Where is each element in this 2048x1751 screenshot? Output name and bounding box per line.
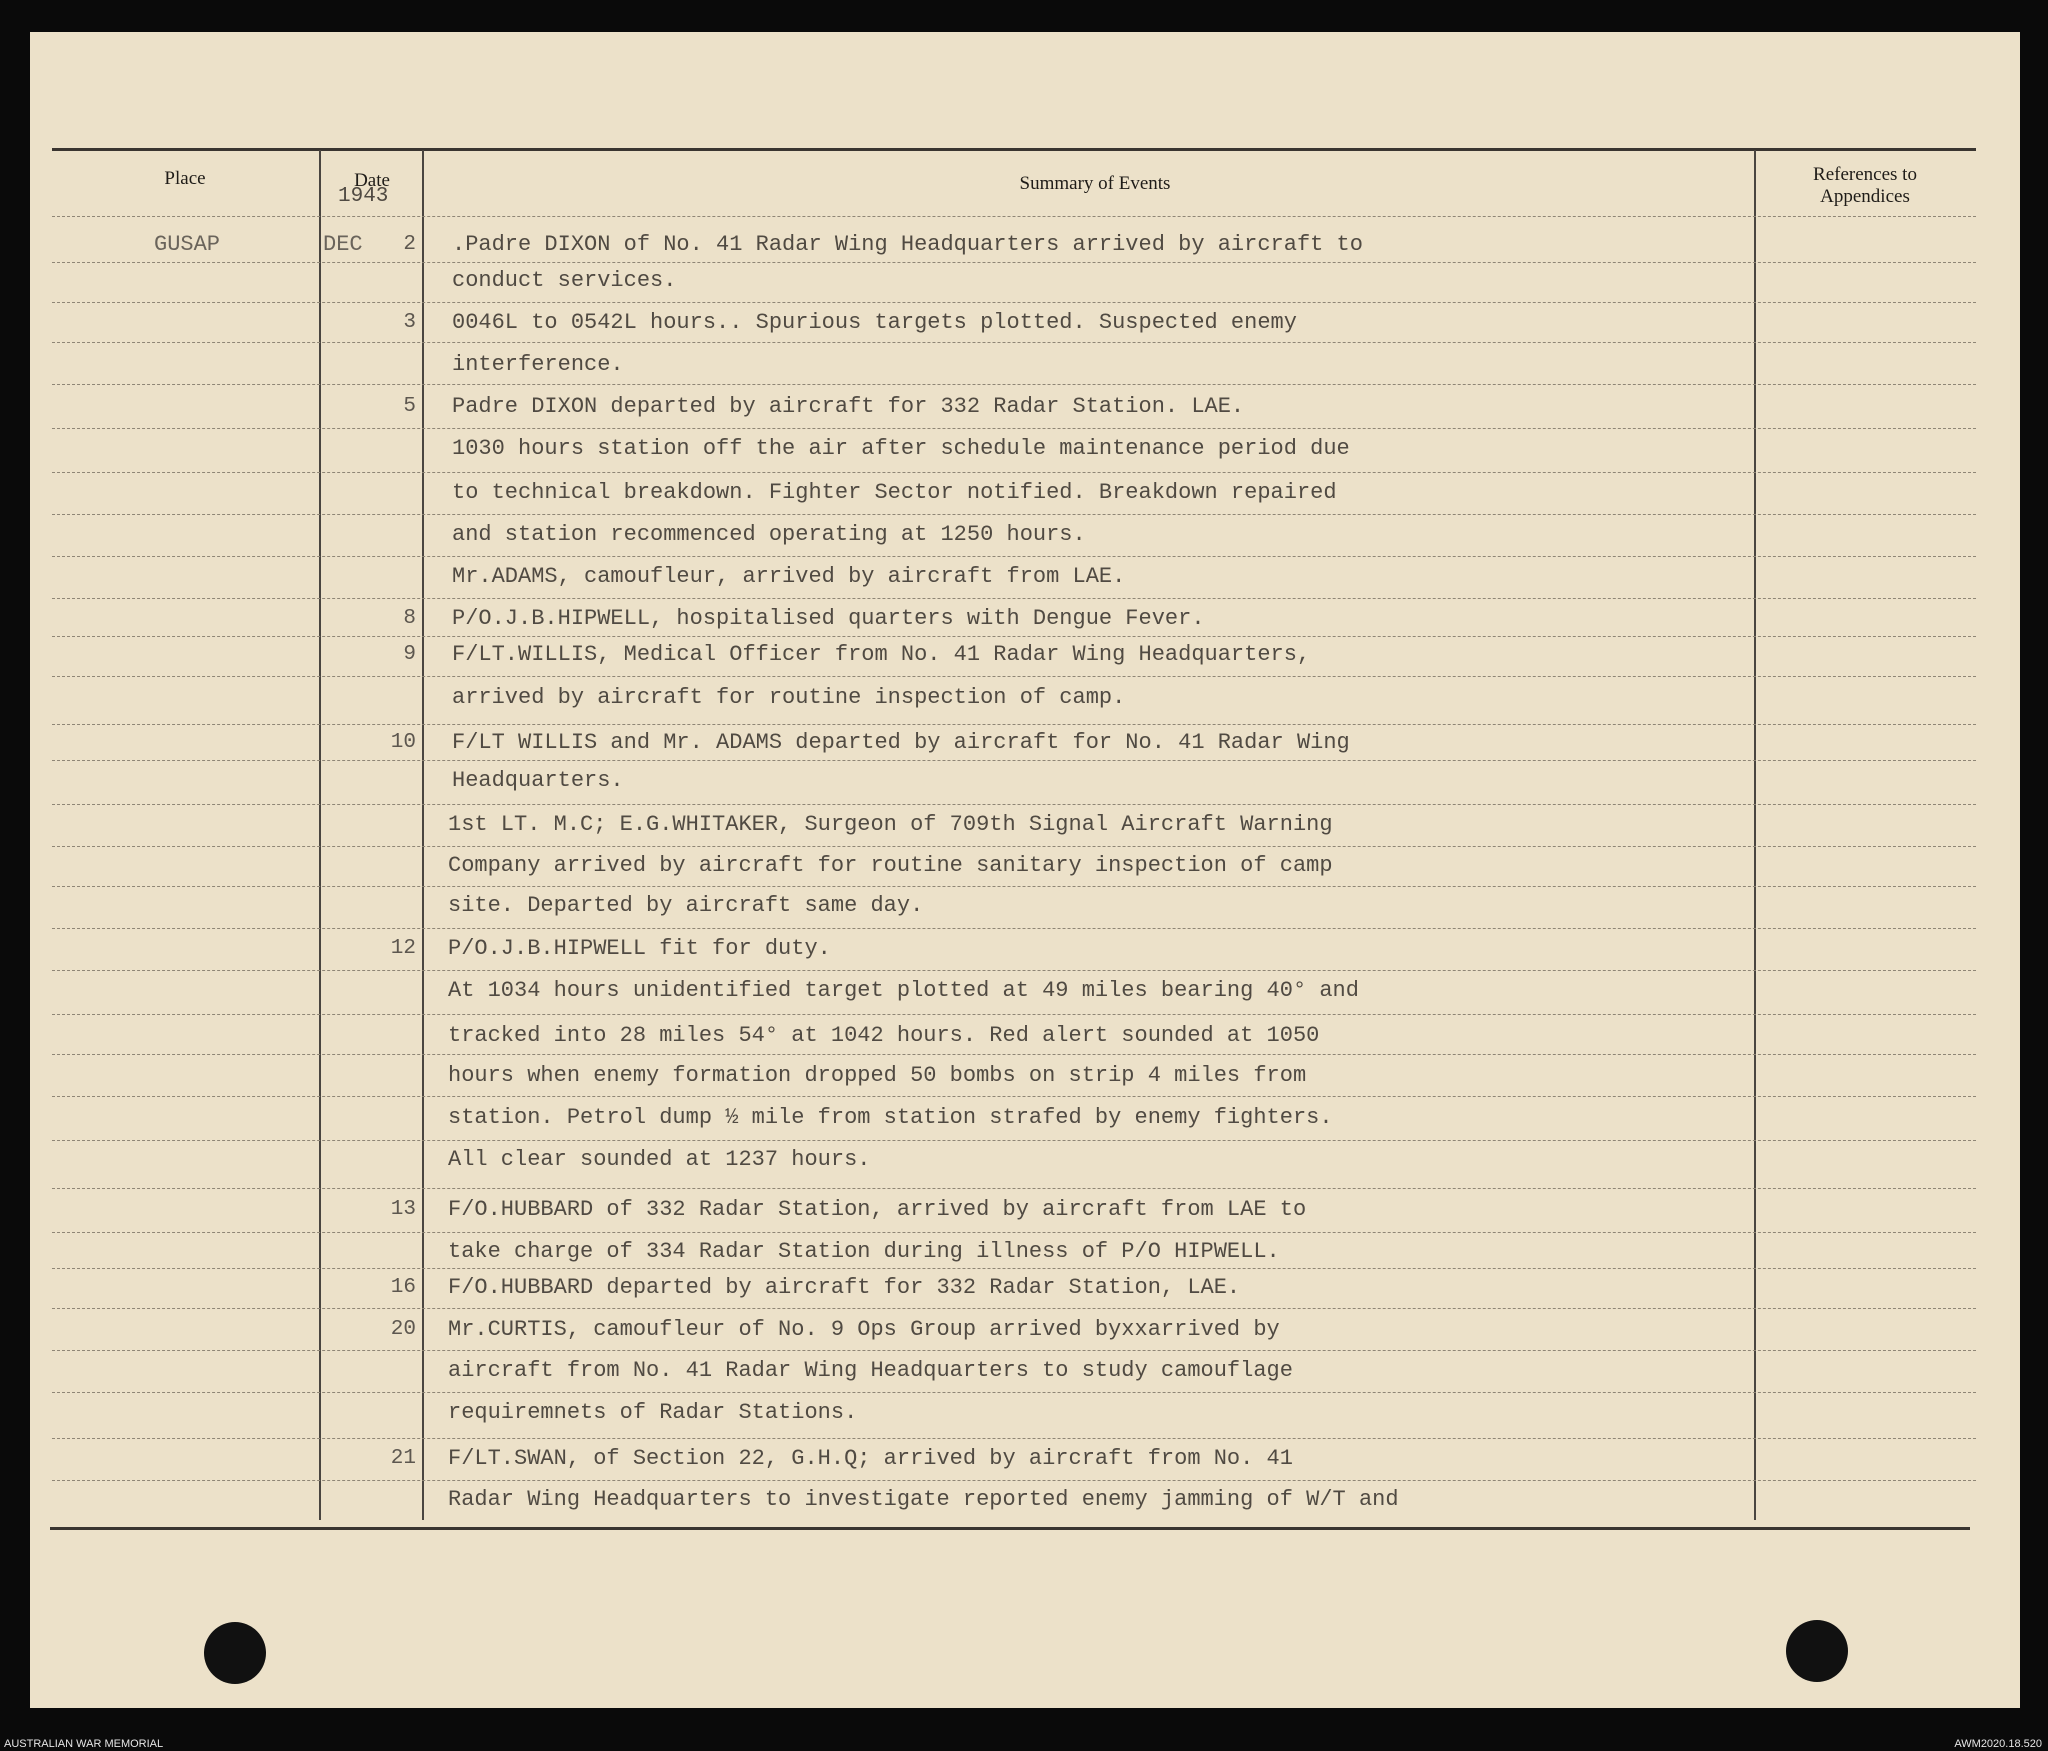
header-place: Place [164, 168, 206, 189]
date-cell: 10 [390, 731, 416, 754]
event-line: F/O.HUBBARD departed by aircraft for 332 Radar Station, LAE. [448, 1275, 1241, 1300]
event-line: conduct services. [452, 268, 677, 293]
row-rule [52, 886, 1976, 887]
row-rule [52, 1480, 1976, 1481]
row-rule [52, 970, 1976, 971]
row-rule [52, 676, 1976, 677]
row-rule [52, 1268, 1976, 1269]
date-cell: 8 [403, 607, 416, 630]
event-line: Radar Wing Headquarters to investigate reported enemy jamming of W/T and [448, 1487, 1399, 1512]
event-line: All clear sounded at 1237 hours. [448, 1147, 871, 1172]
date-cell: 16 [390, 1276, 416, 1299]
row-rule [52, 636, 1976, 637]
event-line: Mr.ADAMS, camoufleur, arrived by aircraft from LAE. [452, 564, 1126, 589]
column-divider-summary [1754, 150, 1756, 1520]
punch-hole-left [204, 1622, 266, 1684]
row-rule [52, 428, 1976, 429]
table-bottom-rule [50, 1527, 1970, 1530]
row-rule [52, 1438, 1976, 1439]
event-line: take charge of 334 Radar Station during illness of P/O HIPWELL. [448, 1239, 1280, 1264]
event-line: F/LT.SWAN, of Section 22, G.H.Q; arrived by aircraft from No. 41 [448, 1446, 1293, 1471]
event-line: P/O.J.B.HIPWELL, hospitalised quarters with Dengue Fever. [452, 606, 1205, 631]
event-line: 0046L to 0542L hours.. Spurious targets plotted. Suspected enemy [452, 310, 1297, 335]
row-rule [52, 724, 1976, 725]
event-line: Mr.CURTIS, camoufleur of No. 9 Ops Group arrived byxxarrived by [448, 1317, 1280, 1342]
event-line: F/LT WILLIS and Mr. ADAMS departed by aircraft for No. 41 Radar Wing [452, 730, 1350, 755]
header-rule [52, 216, 1976, 217]
row-rule [52, 302, 1976, 303]
header-date: Date [354, 170, 390, 191]
event-line: 1030 hours station off the air after schedule maintenance period due [452, 436, 1350, 461]
event-line: to technical breakdown. Fighter Sector notified. Breakdown repaired [452, 480, 1337, 505]
row-rule [52, 1096, 1976, 1097]
event-line: interference. [452, 352, 624, 377]
row-rule [52, 1188, 1976, 1189]
event-line: Company arrived by aircraft for routine sanitary inspection of camp [448, 853, 1333, 878]
row-rule [52, 1140, 1976, 1141]
column-divider-place [319, 150, 321, 1520]
date-cell: 9 [403, 643, 416, 666]
row-rule [52, 804, 1976, 805]
footer-right: AWM2020.18.520 [1954, 1738, 2042, 1750]
header-summary: Summary of Events [1019, 173, 1171, 194]
header-references [1760, 164, 1970, 208]
row-rule [52, 1350, 1976, 1351]
event-line: tracked into 28 miles 54° at 1042 hours. Red alert sounded at 1050 [448, 1023, 1320, 1048]
event-line: hours when enemy formation dropped 50 bombs on strip 4 miles from [448, 1063, 1307, 1088]
month-cell: DEC [323, 232, 363, 257]
row-rule [52, 760, 1976, 761]
event-line: F/LT.WILLIS, Medical Officer from No. 41 Radar Wing Headquarters, [452, 642, 1311, 667]
date-cell: 3 [403, 311, 416, 334]
event-line: site. Departed by aircraft same day. [448, 893, 924, 918]
row-rule [52, 1054, 1976, 1055]
date-cell: 13 [390, 1198, 416, 1221]
event-line: 1st LT. M.C; E.G.WHITAKER, Surgeon of 709th Signal Aircraft Warning [448, 812, 1333, 837]
footer-left: AUSTRALIAN WAR MEMORIAL [4, 1738, 164, 1750]
event-line: aircraft from No. 41 Radar Wing Headquarters to study camouflage [448, 1358, 1293, 1383]
event-line: Headquarters. [452, 768, 624, 793]
row-rule [52, 928, 1976, 929]
date-cell: 5 [403, 395, 416, 418]
event-line: F/O.HUBBARD of 332 Radar Station, arrived by aircraft from LAE to [448, 1197, 1307, 1222]
date-cell: 12 [390, 937, 416, 960]
header-year: 1943 [338, 185, 389, 208]
row-rule [52, 1392, 1976, 1393]
row-rule [52, 846, 1976, 847]
header-references-line1: References to [1813, 164, 1917, 185]
table-top-rule [52, 148, 1976, 151]
column-divider-date [422, 150, 424, 1520]
event-line: .Padre DIXON of No. 41 Radar Wing Headquarters arrived by aircraft to [452, 232, 1363, 257]
date-cell: 21 [390, 1447, 416, 1470]
row-rule [52, 472, 1976, 473]
date-cell: 2 [403, 233, 416, 256]
row-rule [52, 384, 1976, 385]
row-rule [52, 1014, 1976, 1015]
row-rule [52, 1232, 1976, 1233]
date-cell: 20 [390, 1318, 416, 1341]
header-references-line2: Appendices [1820, 186, 1910, 207]
row-rule [52, 1308, 1976, 1309]
row-rule [52, 342, 1976, 343]
event-line: arrived by aircraft for routine inspection of camp. [452, 685, 1126, 710]
event-line: At 1034 hours unidentified target plotted at 49 miles bearing 40° and [448, 978, 1359, 1003]
punch-hole-right [1786, 1620, 1848, 1682]
event-line: requiremnets of Radar Stations. [448, 1400, 858, 1425]
row-rule [52, 598, 1976, 599]
row-rule [52, 556, 1976, 557]
row-rule [52, 262, 1976, 263]
event-line: Padre DIXON departed by aircraft for 332 Radar Station. LAE. [452, 394, 1245, 419]
event-line: and station recommenced operating at 1250 hours. [452, 522, 1086, 547]
place-cell: GUSAP [154, 232, 221, 257]
row-rule [52, 514, 1976, 515]
event-line: P/O.J.B.HIPWELL fit for duty. [448, 936, 831, 961]
event-line: station. Petrol dump ½ mile from station strafed by enemy fighters. [448, 1105, 1333, 1130]
